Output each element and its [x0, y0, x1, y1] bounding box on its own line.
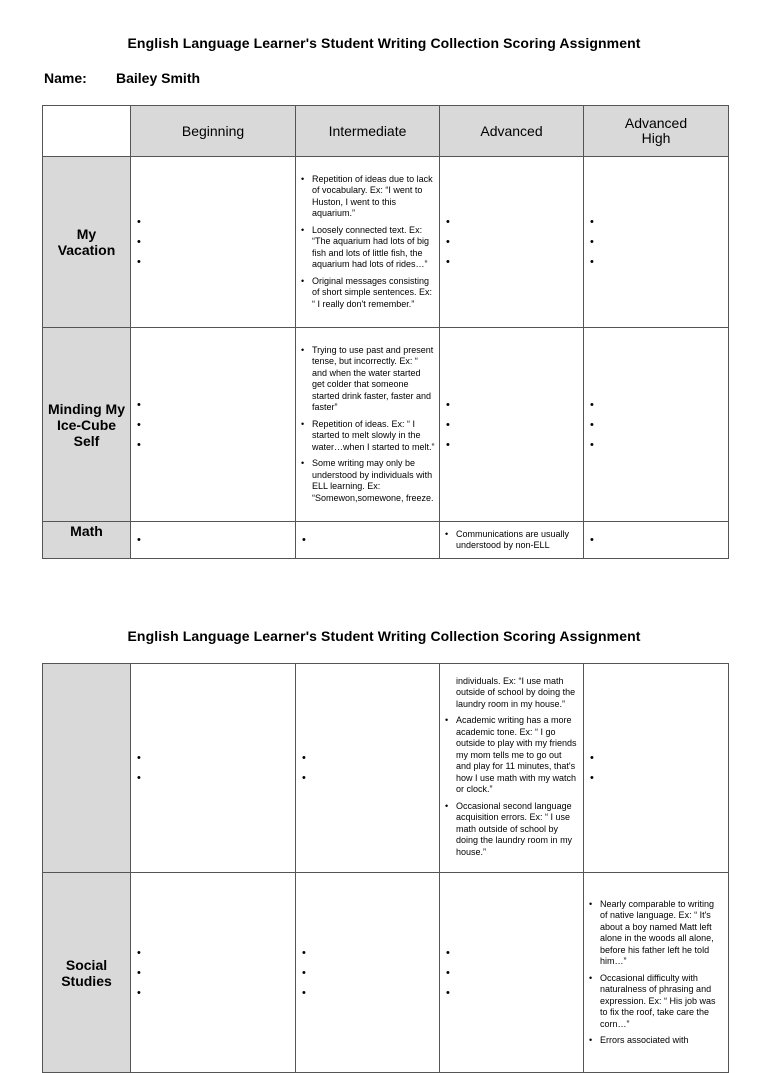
- cell-intermediate: [296, 157, 440, 328]
- scoring-table-continued: [42, 663, 729, 1073]
- empty-bullet: [302, 768, 439, 788]
- empty-bullet: [590, 768, 728, 788]
- empty-bullet: [137, 395, 295, 415]
- cell-advanced-high: [584, 328, 729, 522]
- empty-bullet: [137, 435, 295, 455]
- cell-advanced: [440, 522, 584, 559]
- empty-bullet: [302, 983, 439, 1003]
- cell-advanced-high: [584, 664, 729, 873]
- criterion-item: • Repetition of ideas. Ex: “ I started to melt slowly in the water…when I started to melt.”: [301, 419, 435, 454]
- empty-bullet: [137, 530, 295, 550]
- header-advanced: Advanced: [440, 106, 584, 157]
- row-label-social-studies: Social Studies: [43, 873, 131, 1073]
- empty-bullet: [590, 435, 728, 455]
- student-name-row: [44, 70, 200, 86]
- empty-bullet: [137, 943, 295, 963]
- cell-beginning: [131, 157, 296, 328]
- header-corner: [43, 106, 131, 157]
- cell-intermediate: [296, 873, 440, 1073]
- criterion-item: • Academic writing has a more academic tone. Ex: “ I go outside to play with my friends my mom tells me to go out and play for 11 minutes, that's how I use math with my watch or clock.”: [445, 715, 579, 796]
- criterion-item: • Original messages consisting of short simple sentences. Ex: “ I really don't remember.”: [301, 276, 435, 311]
- empty-bullet: [446, 415, 583, 435]
- empty-bullet: [446, 435, 583, 455]
- empty-bullet: [446, 212, 583, 232]
- empty-bullet: [590, 748, 728, 768]
- criterion-continuation: individuals. Ex: “I use math outside of school by doing the laundry room in my house.”: [456, 675, 576, 709]
- empty-bullet: [302, 748, 439, 768]
- cell-intermediate: [296, 522, 440, 559]
- empty-bullet: [137, 212, 295, 232]
- empty-bullet: [137, 748, 295, 768]
- criterion-item: • Occasional difficulty with naturalness of phrasing and expression. Ex: “ His job was to fix the roof, take care the corn…”: [589, 973, 724, 1031]
- criterion-item: • Repetition of ideas due to lack of vocabulary. Ex: “I went to Huston, I went to this aquarium.”: [301, 174, 435, 220]
- empty-bullet: [446, 983, 583, 1003]
- empty-bullet: [137, 963, 295, 983]
- criterion-item: • Nearly comparable to writing of native language. Ex: “ It's about a boy named Matt left alone in the woods all alone, before his father left he told him…”: [589, 899, 724, 968]
- cell-beginning: [131, 873, 296, 1073]
- student-name: Bailey Smith: [116, 70, 201, 86]
- empty-bullet: [590, 530, 728, 550]
- cell-intermediate: [296, 328, 440, 522]
- header-beginning: Beginning: [131, 106, 296, 157]
- empty-bullet: [137, 252, 295, 272]
- empty-bullet: [590, 415, 728, 435]
- cell-beginning: [131, 328, 296, 522]
- cell-advanced-high: [584, 873, 729, 1073]
- name-label: Name:: [44, 70, 87, 86]
- row-label-minding-my-ice-cube-self: Minding My Ice-Cube Self: [43, 328, 131, 522]
- cell-advanced: [440, 157, 584, 328]
- cell-beginning: [131, 522, 296, 559]
- cell-intermediate: [296, 664, 440, 873]
- cell-advanced: [440, 328, 584, 522]
- criterion-item: • Loosely connected text. Ex: “The aquarium had lots of big fish and lots of little fish, the aquarium had lots of rides…”: [301, 225, 435, 271]
- row-label-math: Math: [43, 522, 131, 559]
- cell-advanced: [440, 664, 584, 873]
- empty-bullet: [446, 232, 583, 252]
- page-title-2: English Language Learner's Student Writing Collection Scoring Assignment: [127, 628, 641, 644]
- criterion-item: • Communications are usually understood by non-ELL: [445, 529, 579, 552]
- empty-bullet: [590, 395, 728, 415]
- empty-bullet: [446, 963, 583, 983]
- cell-advanced-high: [584, 522, 729, 559]
- scoring-table: [42, 105, 729, 559]
- criterion-item: • Trying to use past and present tense, but incorrectly. Ex: “ and when the water started get colder that someone started drink faster, faster and faster”: [301, 345, 435, 414]
- cell-advanced: [440, 873, 584, 1073]
- empty-bullet: [137, 415, 295, 435]
- empty-bullet: [302, 943, 439, 963]
- criterion-item: • Errors associated with: [589, 1035, 724, 1047]
- row-label-math-continued: [43, 664, 131, 873]
- empty-bullet: [302, 963, 439, 983]
- empty-bullet: [446, 395, 583, 415]
- header-intermediate: Intermediate: [296, 106, 440, 157]
- criterion-item: • Occasional second language acquisition errors. Ex: “ I use math outside of school by doing the laundry room in my house.”: [445, 801, 579, 859]
- empty-bullet: [446, 943, 583, 963]
- empty-bullet: [137, 983, 295, 1003]
- empty-bullet: [590, 212, 728, 232]
- empty-bullet: [590, 232, 728, 252]
- empty-bullet: [137, 232, 295, 252]
- row-label-my-vacation: My Vacation: [43, 157, 131, 328]
- header-advanced-high: Advanced High: [584, 106, 729, 157]
- empty-bullet: [302, 530, 439, 550]
- cell-advanced-high: [584, 157, 729, 328]
- empty-bullet: [446, 252, 583, 272]
- cell-beginning: [131, 664, 296, 873]
- empty-bullet: [590, 252, 728, 272]
- page-title: English Language Learner's Student Writing Collection Scoring Assignment: [127, 35, 641, 51]
- criterion-item: • Some writing may only be understood by individuals with ELL learning. Ex: “Somewon,somewone, freeze.: [301, 458, 435, 504]
- empty-bullet: [137, 768, 295, 788]
